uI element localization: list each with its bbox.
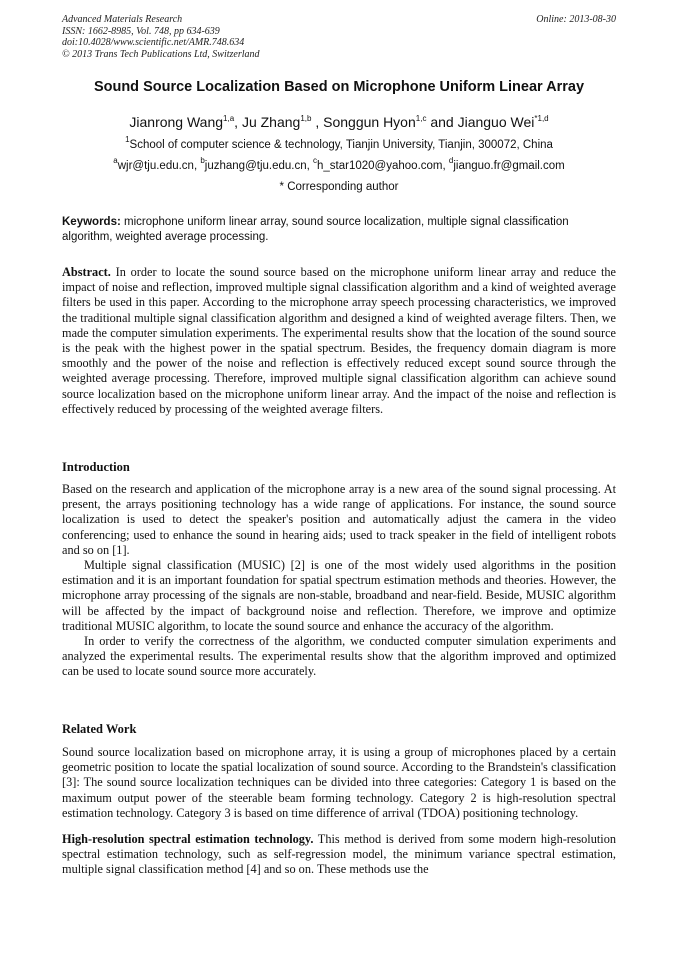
journal-name: Advanced Materials Research — [62, 14, 183, 25]
introduction-body — [62, 482, 616, 680]
abstract-text: In order to locate the sound source based on the microphone uniform linear array and reduce the impact of noise and reflection, improved multiple signal classification algorithm and a kind of weighted average filters be used in this paper. According to the microphone array speech processing characteristics, we improved the traditional multiple signal classification algorithm and designed a kind of weighted average filters. Then, we made the computer simulation experiments. The experimental results show that the location of the sound source is the peak with the highest power in the spatial spectrum. Besides, the frequency domain diagram is more smoothly and the power of the noise and reflection is effectively reduced except sound source through the weighted average processing. Therefore, improved multiple signal classification algorithm can achieve sound source localization based on the microphone uniform linear array. And the impact of the noise and reflection is effectively reduced by processing of the weighted average filters. — [62, 265, 616, 416]
author-emails — [40, 156, 638, 172]
email-link[interactable]: $^c$h_star1020@yahoo.com, — [313, 156, 449, 172]
section-heading-introduction: Introduction — [62, 460, 130, 474]
corresponding-author-note: * Corresponding author — [279, 181, 399, 193]
related-work-body — [62, 745, 616, 878]
keywords — [62, 215, 616, 245]
paragraph: Based on the research and application of the microphone array is a new area of the sound signal processing. At present, the arrays positioning technology has a wide range of applications. For instance, the sound source localization is used to detect the speaker's position and automatically adjust the camera in the video conferencing; used to enhance the sound in hearing aids; used to track speaker in the field of intelligent robots and so on [1]. — [62, 482, 616, 557]
paragraph: Multiple signal classification (MUSIC) [2] is one of the most widely used algorithms in the position estimation and it is an important foundation for spatial spectrum estimation methods and theories. However, the microphone array processing of the signals are non-stable, broadband and near-field. Beside, MUSIC algorithm will be affected by the impact of background noise and reflection. Therefore, we improve and optimize traditional MUSIC algorithm, to locate the sound source and enhance the accuracy of the algorithm. — [62, 558, 616, 633]
paper-title: Sound Source Localization Based on Microphone Uniform Linear Array — [93, 79, 585, 95]
author: Jianrong Wang$^{1,a}$, — [129, 114, 242, 130]
doi-line: doi:10.4028/www.scientific.net/AMR.748.634 — [62, 37, 245, 48]
copyright-line: © 2013 Trans Tech Publications Ltd, Switzerland — [62, 48, 260, 60]
paragraph: In order to verify the correctness of the algorithm, we conducted computer simulation experiments and analyzed the experimental results. The experimental results show that the algorithm improved and optimized can be used to locate sound source more accurately. — [62, 634, 616, 679]
online-date: Online: 2013-08-30 — [536, 14, 616, 25]
abstract-label: Abstract. — [62, 265, 111, 279]
abstract — [62, 265, 616, 417]
paragraph: Sound source localization based on microphone array, it is using a group of microphones placed by a certain geometric position to locate the spatial localization of sound source. According to the Brandstein's classification [3]: The sound source localization techniques can be divided into three categories: Category 1 is based on the maximum output power of the steerable beam forming technology. Category 2 is high-resolution spectral estimation technology. Category 3 is based on time difference of arrival (TDOA) positioning technology. — [62, 745, 616, 820]
keywords-label: Keywords: — [62, 216, 121, 228]
inline-heading: High-resolution spectral estimation technology. — [62, 832, 314, 847]
keywords-text: microphone uniform linear array, sound source localization, multiple signal classification algorithm, weighted average processing. — [62, 216, 569, 243]
affiliation: $^1$School of computer science & technology, Tianjin University, Tianjin, 300072, China — [125, 135, 553, 151]
paragraph: High-resolution spectral estimation technology. This method is derived from some modern high-resolution spectral estimation technology, such as self-regression model, the minimum variance spectral estimation, multiple signal classification method [4] and so on. These methods use the — [62, 832, 616, 877]
email-link[interactable]: $^b$juzhang@tju.edu.cn, — [200, 156, 314, 172]
section-heading-related-work: Related Work — [62, 722, 137, 736]
author: Songgun Hyon$^{1,c}$ and — [323, 114, 458, 130]
email-link[interactable]: $^a$wjr@tju.edu.cn, — [113, 156, 201, 172]
author: Ju Zhang$^{1,b}$ , — [241, 114, 324, 130]
author: Jianguo Wei$^{*1,d}$ — [457, 114, 549, 130]
issn-line: ISSN: 1662-8985, Vol. 748, pp 634-639 — [62, 25, 220, 37]
author-list — [40, 114, 638, 130]
publication-header — [62, 14, 616, 60]
email-link[interactable]: $^d$jianguo.fr@gmail.com — [448, 156, 565, 172]
